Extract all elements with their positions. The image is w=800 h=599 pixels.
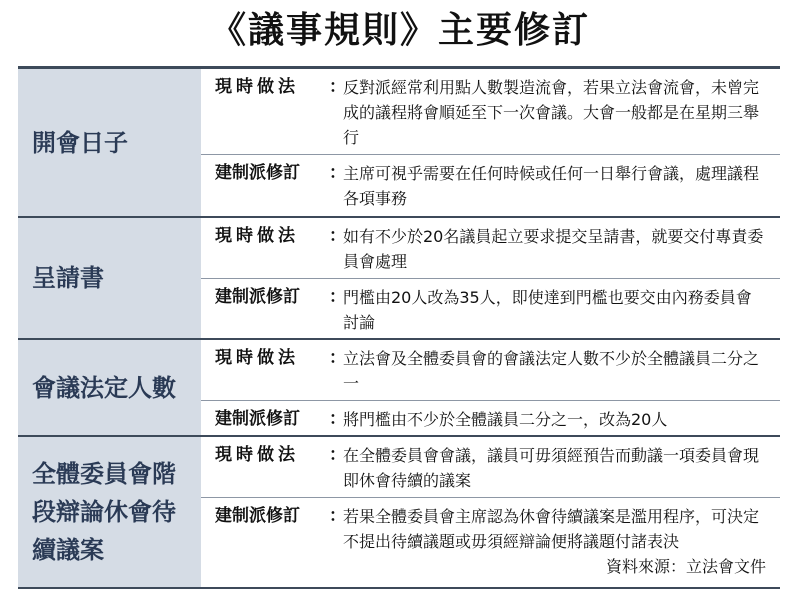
proposed-amendment-text: 門檻由20人改為35人，即使達到門檻也要交由內務委員會討論 — [343, 288, 752, 332]
proposed-amendment-label: 建制派修訂 — [215, 163, 300, 183]
current-practice-row: 現時做法 ： 如有不少於20名議員起立要求提交呈請書，就要交付專責委員會處理 — [201, 218, 780, 278]
current-practice-label: 現時做法 — [215, 445, 299, 465]
proposed-amendment-row: 建制派修訂 ： 將門檻由不少於全體議員二分之一，改為20人 — [201, 400, 780, 436]
proposed-amendment-text: 將門檻由不少於全體議員二分之一，改為20人 — [343, 410, 668, 429]
proposed-amendment-text: 若果全體委員會主席認為休會待續議案是濫用程序，可決定不提出待續議題或毋須經辯論便將議題付諸表決 — [343, 507, 760, 551]
amendments-table — [18, 66, 780, 589]
source-note: 資料來源：立法會文件 — [605, 557, 766, 576]
current-practice-text: 立法會及全體委員會的會議法定人數不少於全體議員二分之一 — [343, 349, 760, 393]
page-title: 《議事規則》主要修訂 — [209, 10, 590, 51]
section-quorum — [18, 340, 780, 437]
current-practice-row: 現時做法 ： 在全體委員會會議，議員可毋須經預告而動議一項委員會現即休會待續的議案 — [201, 437, 780, 497]
proposed-amendment-label: 建制派修訂 — [215, 287, 300, 307]
current-practice-row: 現時做法 ： 反對派經常利用點人數製造流會，若果立法會流會，未曾完成的議程將會順延至下一次會議。大會一般都是在星期三舉行 — [201, 69, 780, 154]
current-practice-text: 反對派經常利用點人數製造流會，若果立法會流會，未曾完成的議程將會順延至下一次會議。大會一般都是在星期三舉行 — [343, 78, 760, 147]
proposed-amendment-row: 建制派修訂 ： 主席可視乎需要在任何時候或任何一日舉行會議，處理議程各項事務 — [201, 154, 780, 215]
section-petitions — [18, 218, 780, 340]
section-adjournment-motion — [18, 437, 780, 589]
category-label: 全體委員會階段辯論休會待續議案 — [18, 437, 201, 587]
proposed-amendment-row: 建制派修訂 ： 若果全體委員會主席認為休會待續議案是濫用程序，可決定不提出待續議題或毋須經辯論便將議題付諸表決 資料來源：立法會文件 — [201, 497, 780, 583]
proposed-amendment-label: 建制派修訂 — [215, 506, 300, 526]
proposed-amendment-label: 建制派修訂 — [215, 409, 300, 429]
current-practice-label: 現時做法 — [215, 77, 299, 97]
current-practice-label: 現時做法 — [215, 226, 299, 246]
category-label: 開會日子 — [18, 69, 201, 216]
proposed-amendment-row: 建制派修訂 ： 門檻由20人改為35人，即使達到門檻也要交由內務委員會討論 — [201, 278, 780, 339]
current-practice-label: 現時做法 — [215, 348, 299, 368]
proposed-amendment-text: 主席可視乎需要在任何時候或任何一日舉行會議，處理議程各項事務 — [343, 164, 760, 208]
current-practice-row: 現時做法 ： 立法會及全體委員會的會議法定人數不少於全體議員二分之一 — [201, 340, 780, 400]
category-label: 會議法定人數 — [18, 340, 201, 435]
current-practice-text: 如有不少於20名議員起立要求提交呈請書，就要交付專責委員會處理 — [343, 227, 764, 271]
category-label: 呈請書 — [18, 218, 201, 338]
section-meeting-days — [18, 69, 780, 218]
current-practice-text: 在全體委員會會議，議員可毋須經預告而動議一項委員會現即休會待續的議案 — [343, 446, 760, 490]
